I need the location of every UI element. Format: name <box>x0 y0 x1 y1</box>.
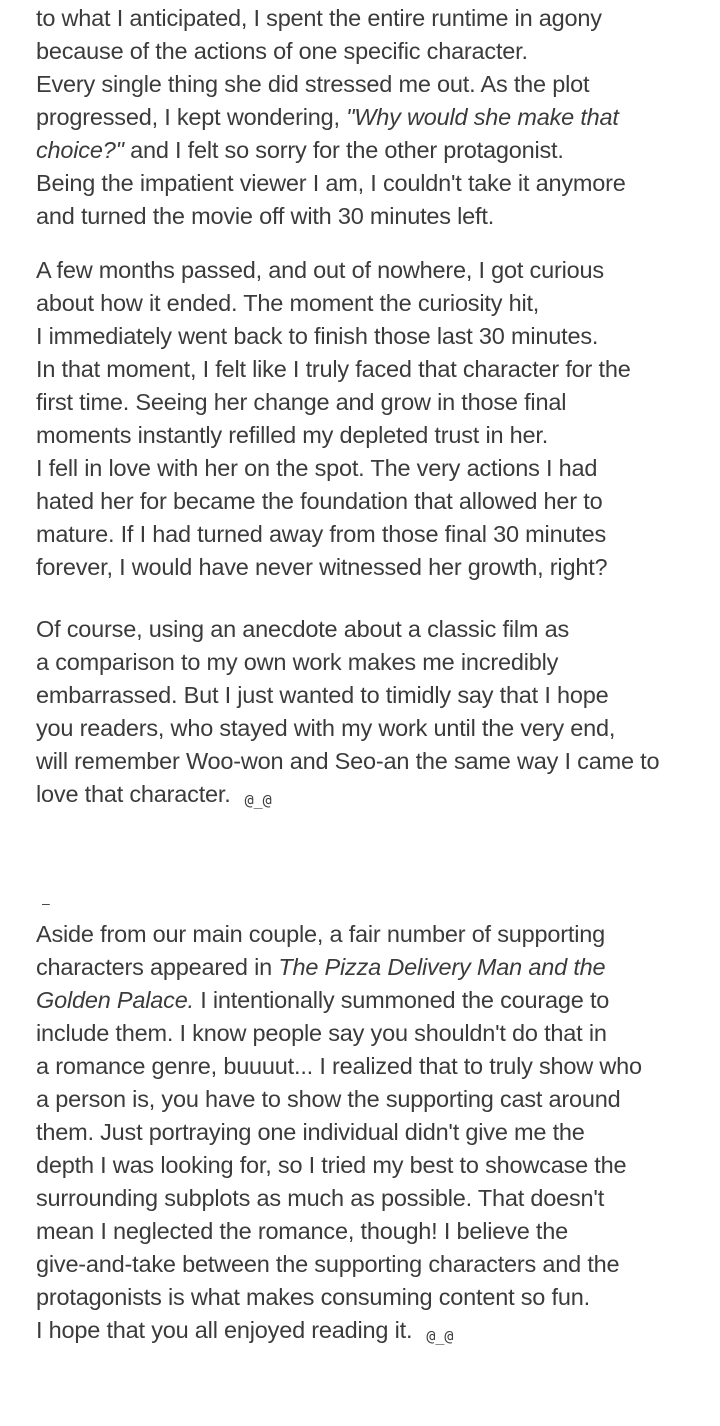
text-line: to what I anticipated, I spent the entire runtime in agony <box>36 5 602 31</box>
paragraph-1 <box>36 2 626 233</box>
text-line: Of course, using an anecdote about a classic film as <box>36 616 570 642</box>
text-line <box>36 984 642 1017</box>
text-line: mature. If I had turned away from those final 30 minutes <box>36 521 607 547</box>
text-line: protagonists is what makes consuming content so fun. <box>36 1284 590 1310</box>
text-line <box>36 134 626 167</box>
text-line: depth I was looking for, so I tried my best to showcase the <box>36 1152 627 1178</box>
text-line: Being the impatient viewer I am, I couldn't take it anymore <box>36 170 626 196</box>
paragraph-4 <box>36 918 642 1347</box>
text-line <box>36 1314 642 1347</box>
text-segment: progressed, I kept wondering, <box>36 104 347 130</box>
italic-title: The Pizza Delivery Man and the <box>278 954 606 980</box>
text-line: Aside from our main couple, a fair number of supporting <box>36 921 605 947</box>
text-line: In that moment, I felt like I truly faced that character for the <box>36 356 631 382</box>
text-line: give-and-take between the supporting characters and the <box>36 1251 620 1277</box>
text-line: A few months passed, and out of nowhere, I got curious <box>36 257 604 283</box>
paragraph-2 <box>36 254 631 584</box>
dash-mark: – <box>42 895 50 911</box>
text-line: them. Just portraying one individual didn't give me the <box>36 1119 585 1145</box>
text-line: you readers, who stayed with my work until the very end, <box>36 715 616 741</box>
text-line: include them. I know people say you shouldn't do that in <box>36 1020 607 1046</box>
text-line: a person is, you have to show the supporting cast around <box>36 1086 621 1112</box>
text-segment: I intentionally summoned the courage to <box>193 987 610 1013</box>
text-segment: love that character. <box>36 781 231 807</box>
text-line: and turned the movie off with 30 minutes left. <box>36 203 495 229</box>
text-line <box>36 951 642 984</box>
text-line: I fell in love with her on the spot. The very actions I had <box>36 455 598 481</box>
section-separator <box>36 896 50 910</box>
italic-title: Golden Palace. <box>36 987 194 1013</box>
text-segment: characters appeared in <box>36 954 279 980</box>
text-segment: and I felt so sorry for the other protagonist. <box>123 137 564 163</box>
italic-quote: "Why would she make that <box>346 104 619 130</box>
text-line: forever, I would have never witnessed her growth, right? <box>36 554 608 580</box>
text-segment: I hope that you all enjoyed reading it. <box>36 1317 413 1343</box>
paragraph-3 <box>36 613 659 811</box>
text-line: because of the actions of one specific character. <box>36 38 528 64</box>
text-line <box>36 778 659 811</box>
text-line: hated her for became the foundation that allowed her to <box>36 488 603 514</box>
text-line: I immediately went back to finish those last 30 minutes. <box>36 323 599 349</box>
text-line: embarrassed. But I just wanted to timidly say that I hope <box>36 682 609 708</box>
text-line: Every single thing she did stressed me out. As the plot <box>36 71 590 97</box>
text-line: about how it ended. The moment the curiosity hit, <box>36 290 540 316</box>
emoticon: @_@ <box>426 1327 454 1345</box>
text-line: a comparison to my own work makes me incredibly <box>36 649 559 675</box>
text-line: a romance genre, buuuut... I realized that to truly show who <box>36 1053 642 1079</box>
italic-quote: choice?" <box>36 137 124 163</box>
text-line: will remember Woo-won and Seo-an the same way I came to <box>36 748 660 774</box>
emoticon: @_@ <box>244 791 272 809</box>
text-line: moments instantly refilled my depleted trust in her. <box>36 422 549 448</box>
text-line <box>36 101 626 134</box>
text-line: mean I neglected the romance, though! I believe the <box>36 1218 568 1244</box>
text-line: first time. Seeing her change and grow in those final <box>36 389 567 415</box>
text-line: surrounding subplots as much as possible. That doesn't <box>36 1185 605 1211</box>
